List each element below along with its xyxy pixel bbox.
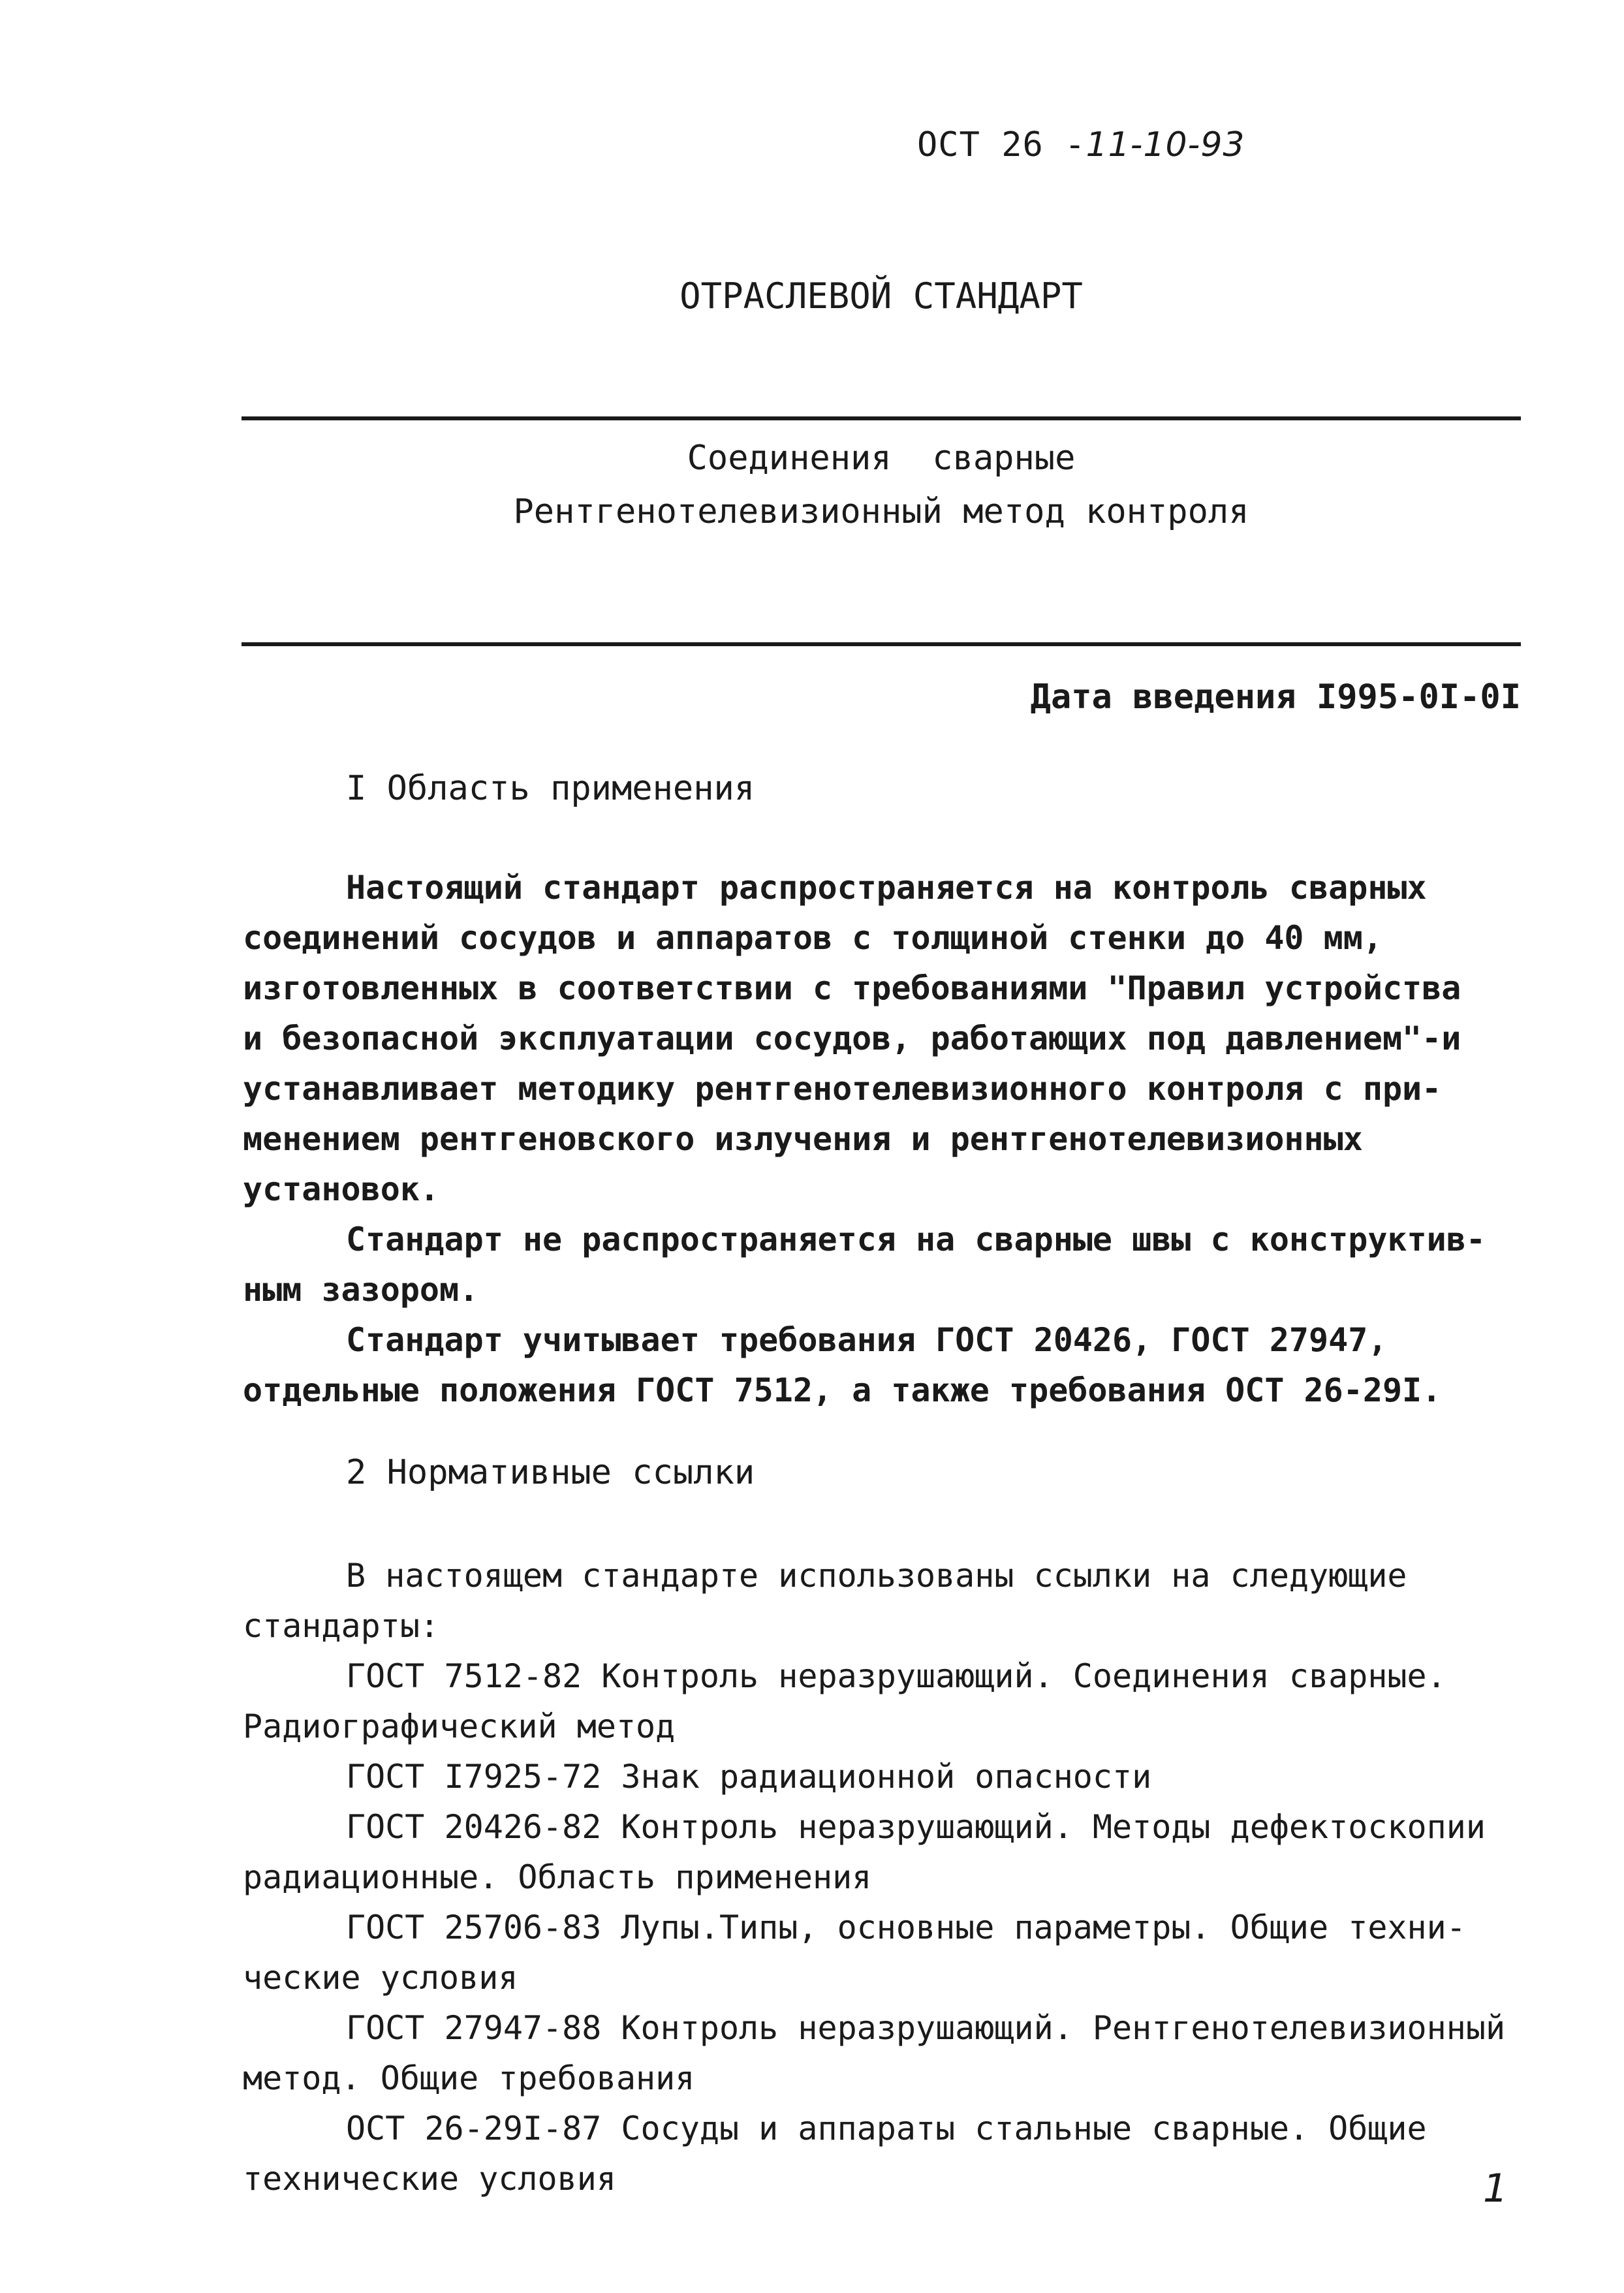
section-heading-references: 2 Нормативные ссылки: [346, 1453, 755, 1492]
scope-line: изготовленных в соответствии с требованиями "Правил устройства: [243, 969, 1461, 1007]
introduction-date: Дата введения I995-0I-0I: [1030, 678, 1521, 717]
scope-line: Стандарт не распространяется на сварные швы с конструктив-: [346, 1221, 1486, 1258]
scope-line: ным зазором.: [243, 1271, 479, 1309]
reference-line: технические условия: [243, 2160, 616, 2198]
scope-line: Настоящий стандарт распространяется на контроль сварных: [346, 869, 1427, 907]
scope-line: Стандарт учитывает требования ГОСТ 20426, ГОСТ 27947,: [346, 1321, 1388, 1359]
scope-line: установок.: [243, 1170, 440, 1208]
document-number-handwritten: 11-10-93: [1085, 125, 1245, 164]
reference-line: радиационные. Область применения: [243, 1858, 872, 1896]
title-line-2: Рентгенотелевизионный метод контроля: [513, 492, 1249, 531]
reference-line: стандарты:: [243, 1607, 440, 1645]
document-number-printed: ОСТ 26 -: [917, 125, 1086, 164]
reference-line: ОСТ 26-29I-87 Сосуды и аппараты стальные сварные. Общие: [346, 2110, 1427, 2147]
title-line-1: Соединения сварные: [687, 439, 1076, 478]
scope-line: соединений сосудов и аппаратов с толщиной стенки до 40 мм,: [243, 919, 1382, 957]
section-scope-body: [243, 863, 1522, 1416]
page-number: 1: [1482, 2166, 1508, 2211]
reference-line: ГОСТ I7925-72 Знак радиационной опасности: [346, 1758, 1152, 1796]
document-number: [917, 125, 1245, 164]
scope-line: устанавливает методику рентгенотелевизионного контроля с при-: [243, 1070, 1442, 1108]
scope-line: отдельные положения ГОСТ 7512, а также требования ОСТ 26-29I.: [243, 1371, 1442, 1409]
reference-line: ческие условия: [243, 1959, 518, 1997]
reference-line: метод. Общие требования: [243, 2059, 695, 2097]
reference-line: ГОСТ 25706-83 Лупы.Типы, основные параметры. Общие техни-: [346, 1909, 1466, 1946]
section-heading-scope: I Область применения: [346, 769, 755, 808]
divider-top: [242, 416, 1521, 420]
divider-bottom: [242, 642, 1521, 646]
scope-line: менением рентгеновского излучения и рентгенотелевизионных: [243, 1120, 1363, 1158]
reference-line: В настоящем стандарте использованы ссылки на следующие: [346, 1557, 1407, 1595]
reference-line: ГОСТ 20426-82 Контроль неразрушающий. Методы дефектоскопии: [346, 1808, 1486, 1846]
reference-line: ГОСТ 27947-88 Контроль неразрушающий. Рентгенотелевизионный: [346, 2009, 1506, 2047]
scope-line: и безопасной эксплуатации сосудов, работающих под давлением"-и: [243, 1020, 1461, 1057]
standard-type: ОТРАСЛЕВОЙ СТАНДАРТ: [679, 275, 1083, 317]
reference-line: ГОСТ 7512-82 Контроль неразрушающий. Соединения сварные.: [346, 1657, 1446, 1695]
section-references-body: [243, 1551, 1522, 2204]
reference-line: Радиографический метод: [243, 1708, 676, 1745]
